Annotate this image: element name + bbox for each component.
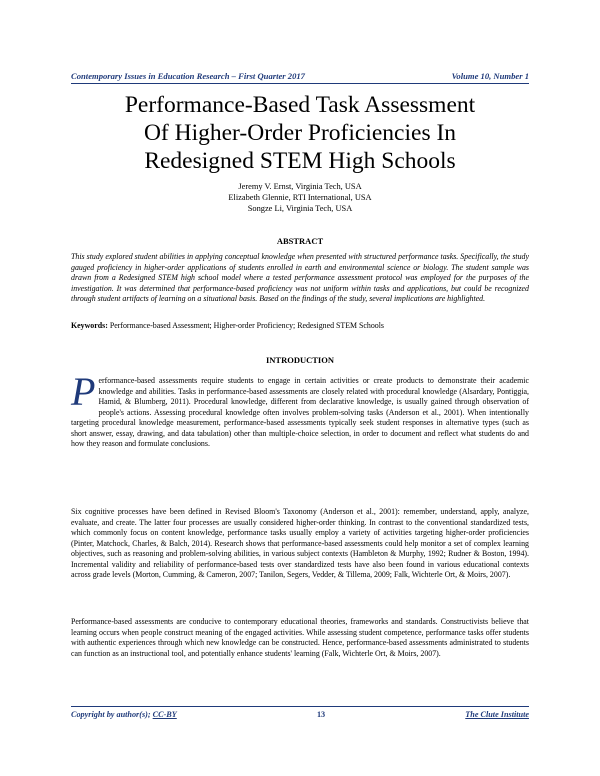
- page-number: 13: [316, 710, 326, 719]
- introduction-heading: INTRODUCTION: [265, 355, 334, 365]
- intro-paragraph-1: [71, 369, 529, 450]
- keywords: [71, 321, 529, 332]
- keywords-text: Performance-based Assessment; Higher-order Proficiency; Redesigned STEM Schools: [109, 321, 385, 330]
- abstract-heading: ABSTRACT: [276, 236, 324, 246]
- license-link[interactable]: CC-BY: [152, 710, 177, 719]
- title-line: Of Higher-Order Proficiencies In: [143, 120, 457, 146]
- author-list: [71, 181, 529, 214]
- drop-cap: P: [71, 369, 96, 414]
- author: Jeremy V. Ernst, Virginia Tech, USA: [238, 182, 362, 191]
- volume-number: Volume 10, Number 1: [451, 71, 529, 81]
- paper-title: [71, 91, 529, 175]
- running-header: [71, 71, 529, 84]
- copyright-notice: [71, 710, 177, 719]
- intro-paragraph-3: Performance-based assessments are conducive to contemporary educational theories, frameworks and standards. Constructivists believe that learning occurs when people construct meaning of the engaged activities. While assessing student competence, performance tasks offer students with authentic experiences through which new knowledge can be constructed. Hence, performance-based assessments administrated to students can function as an instructional tool, and potentially enhance students' learning (Falk, Wichterle Ort, & Moirs, 2007).: [71, 617, 529, 658]
- copyright-text: Copyright by author(s);: [71, 710, 151, 719]
- keywords-label: Keywords:: [71, 321, 108, 330]
- journal-name: Contemporary Issues in Education Research – First Quarter 2017: [71, 71, 305, 81]
- title-line: Redesigned STEM High Schools: [144, 148, 456, 174]
- intro-paragraph-2: Six cognitive processes have been defined in Revised Bloom's Taxonomy (Anderson et al., 2001): remember, understand, apply, analyze, evaluate, and create. The latter four processes are usually considered higher-order thinking. In contrast to the conventional standardized tests, which commonly focus on content knowledge, performance tasks usually employ a variety of activities targeting higher-order proficiencies (Pinter, Matchock, Charles, & Balch, 2014). Research shows that performance-based assessments could help monitor a set of complex learning objectives, such as reasoning and problem-solving abilities, in various subject contexts (Hambleton & Murphy, 1992; Rudner & Boston, 1994). Incremental validity and reliability of performance-based tests over standardized tests have also been found in various educational contexts across grade levels (Morton, Cumming, & Cameron, 2007; Tanilon, Segers, Vedder, & Tillema, 2009; Falk, Wichterle Ort, & Moirs, 2007).: [71, 507, 529, 579]
- publisher-link[interactable]: The Clute Institute: [465, 710, 529, 719]
- author: Elizabeth Glennie, RTI International, USA: [228, 193, 372, 202]
- abstract-text: This study explored student abilities in applying conceptual knowledge when presented with structured performance tasks. Specifically, the study gauged proficiency in higher-order applications of students enrolled in earth and environmental science or biology. The student sample was drawn from a Redesigned STEM high school model where a tested performance assessment protocol was employed for the purposes of the investigation. It was determined that performance-based proficiency was not uniform within tasks and applications, but could be recognized through student artifacts of learning on a situational basis. Based on the findings of the study, several implications are highlighted.: [71, 252, 529, 303]
- title-line: Performance-Based Task Assessment: [124, 92, 476, 118]
- page-footer: [71, 706, 529, 719]
- author: Songze Li, Virginia Tech, USA: [247, 204, 353, 213]
- paragraph-text: erformance-based assessments require students to engage in certain activities or create products to demonstrate their academic knowledge and abilities. Tasks in performance-based assessments are closely related with procedural knowledge (Alsardary, Pontiggia, Hamid, & Blumberg, 2011). Procedural knowledge, different from declarative knowledge, is usually gained through observation of people's actions. Assessing procedural knowledge often involves problem-solving tasks (Anderson et al., 2001). When intentionally targeting procedural knowledge measurement, performance-based assessments typically seek student responses in alternative types (such as short answer, essay, drawing, and data tabulation) other than multiple-choice selection, in order to document and reflect what students do and how they reason and formulate conclusions.: [71, 376, 529, 448]
